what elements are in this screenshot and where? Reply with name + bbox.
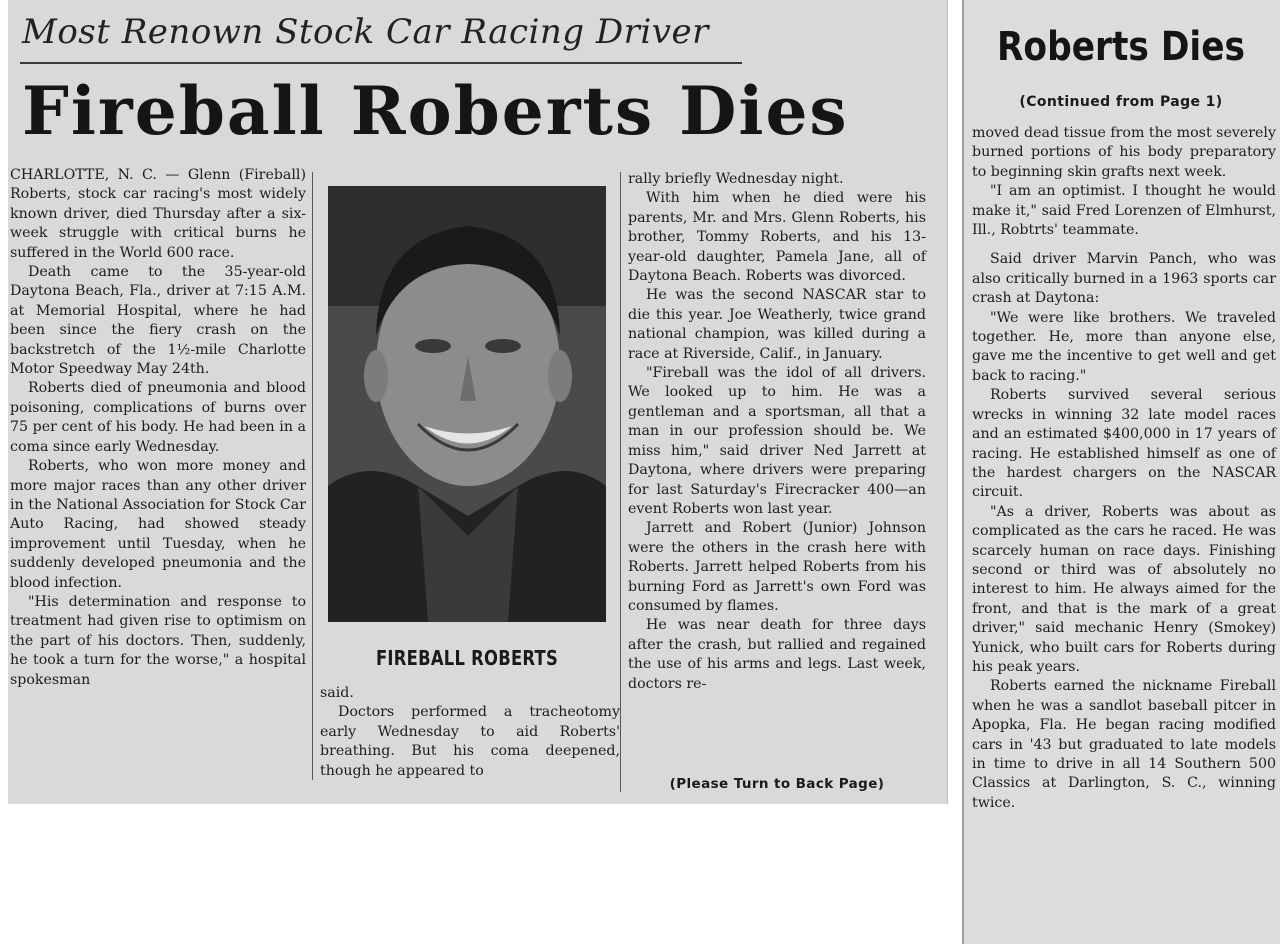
paragraph: moved dead tissue from the most severely burned portions of his body preparatory to beginning skin grafts next week.: [972, 125, 1276, 180]
paragraph: Death came to the 35-year-old Daytona Beach, Fla., driver at 7:15 A.M. at Memorial Hospital, where he had been since the fiery crash on the backstretch of the 1½-mile Charlotte Motor Speedway May 24th.: [10, 264, 306, 378]
paragraph: He was the second NASCAR star to die this year. Joe Weatherly, twice grand national champion, was killed during a race at Riverside, Calif., in January.: [628, 287, 926, 362]
continued-note: (Please Turn to Back Page): [669, 776, 885, 792]
main-article-clipping: [8, 0, 948, 804]
paragraph: rally briefly Wednesday night.: [628, 171, 844, 187]
article-column-3: [628, 170, 926, 694]
paragraph: Roberts survived several serious wrecks in winning 32 late model races and an estimated $400,000 in 17 years of racing. He established himself as one of the hardest chargers on the NASCAR circuit.: [972, 387, 1276, 501]
paragraph: "His determination and response to treatment had given rise to optimism on the part of his doctors. Then, suddenly, he took a turn for the worse," a hospital spokesman: [10, 593, 306, 688]
column-rule: [312, 172, 313, 780]
paragraph: Said driver Marvin Panch, who was also critically burned in a 1963 sports car crash at Daytona:: [972, 251, 1276, 307]
article-headline: Fireball Roberts Dies: [22, 72, 849, 150]
article-kicker: Most Renown Stock Car Racing Driver: [22, 12, 709, 52]
paragraph: "I am an optimist. I thought he would make it," said Fred Lorenzen of Elmhurst, Ill., Robtrts' teammate.: [972, 183, 1276, 239]
kicker-rule: [20, 62, 742, 64]
paragraph: "Fireball was the idol of all drivers. We looked up to him. He was a gentleman and a sportsman, all that a man in our profession should be. We miss him," said driver Ned Jarrett at Daytona, where drivers were preparing for last Saturday's Firecracker 400—an event Roberts won last year.: [628, 365, 926, 517]
paragraph: With him when he died were his parents, Mr. and Mrs. Glenn Roberts, his brother, Tommy Roberts, and his 13-year-old daughter, Pamela Jane, all of Daytona Beach. Roberts was divorced.: [628, 190, 926, 285]
paragraph: said.: [320, 685, 354, 701]
continuation-clipping: [962, 0, 1280, 944]
article-column-2: [320, 684, 620, 781]
paragraph: CHARLOTTE, N. C. — Glenn (Fireball) Roberts, stock car racing's most widely known driver, died Thursday after a six-week struggle with critical burns he suffered in the World 600 race.: [10, 167, 306, 261]
paragraph: Roberts earned the nickname Fireball when he was a sandlot baseball pitcer in Apopka, Fla. He began racing modified cars in '43 but graduated to late models in time to drive in all 14 Southern 500 Classics at Darlington, S. C., winning twice.: [972, 678, 1276, 811]
paragraph: He was near death for three days after the crash, but rallied and regained the use of his arms and legs. Last week, doctors re-: [628, 617, 926, 692]
continuation-subtitle: (Continued from Page 1): [1019, 94, 1223, 110]
paragraph: "As a driver, Roberts was about as complicated as the cars he raced. He was scarcely human on race days. Finishing second or third was of absolutely no interest to him. He always aimed for the front, and that is the mark of a great driver," said mechanic Henry (Smokey) Yunick, who built cars for Roberts during his peak years.: [972, 503, 1276, 675]
photo-caption: FIREBALL ROBERTS: [375, 646, 559, 670]
paragraph: Roberts died of pneumonia and blood poisoning, complications of burns over 75 per cent of his body. He had been in a coma since early Wednesday.: [10, 380, 306, 455]
driver-portrait-photo: [328, 186, 606, 622]
column-rule: [620, 172, 621, 792]
paragraph: Doctors performed a tracheotomy early Wednesday to aid Roberts' breathing. But his coma deepened, though he appeared to: [320, 704, 620, 779]
paragraph: Jarrett and Robert (Junior) Johnson were the others in the crash here with Roberts. Jarrett helped Roberts from his burning Ford as Jarrett's own Ford was consumed by flames.: [628, 520, 926, 614]
continuation-column: [972, 124, 1276, 813]
paragraph: "We were like brothers. We traveled together. He, more than anyone else, gave me the incentive to get well and get back to racing.": [972, 309, 1276, 384]
article-column-1: [10, 166, 306, 690]
paragraph: Roberts, who won more money and more major races than any other driver in the National Association for Stock Car Auto Racing, had showed steady improvement until Tuesday, when he suddenly developed pneumonia and the blood infection.: [10, 458, 306, 591]
continuation-headline: Roberts Dies: [996, 24, 1246, 70]
